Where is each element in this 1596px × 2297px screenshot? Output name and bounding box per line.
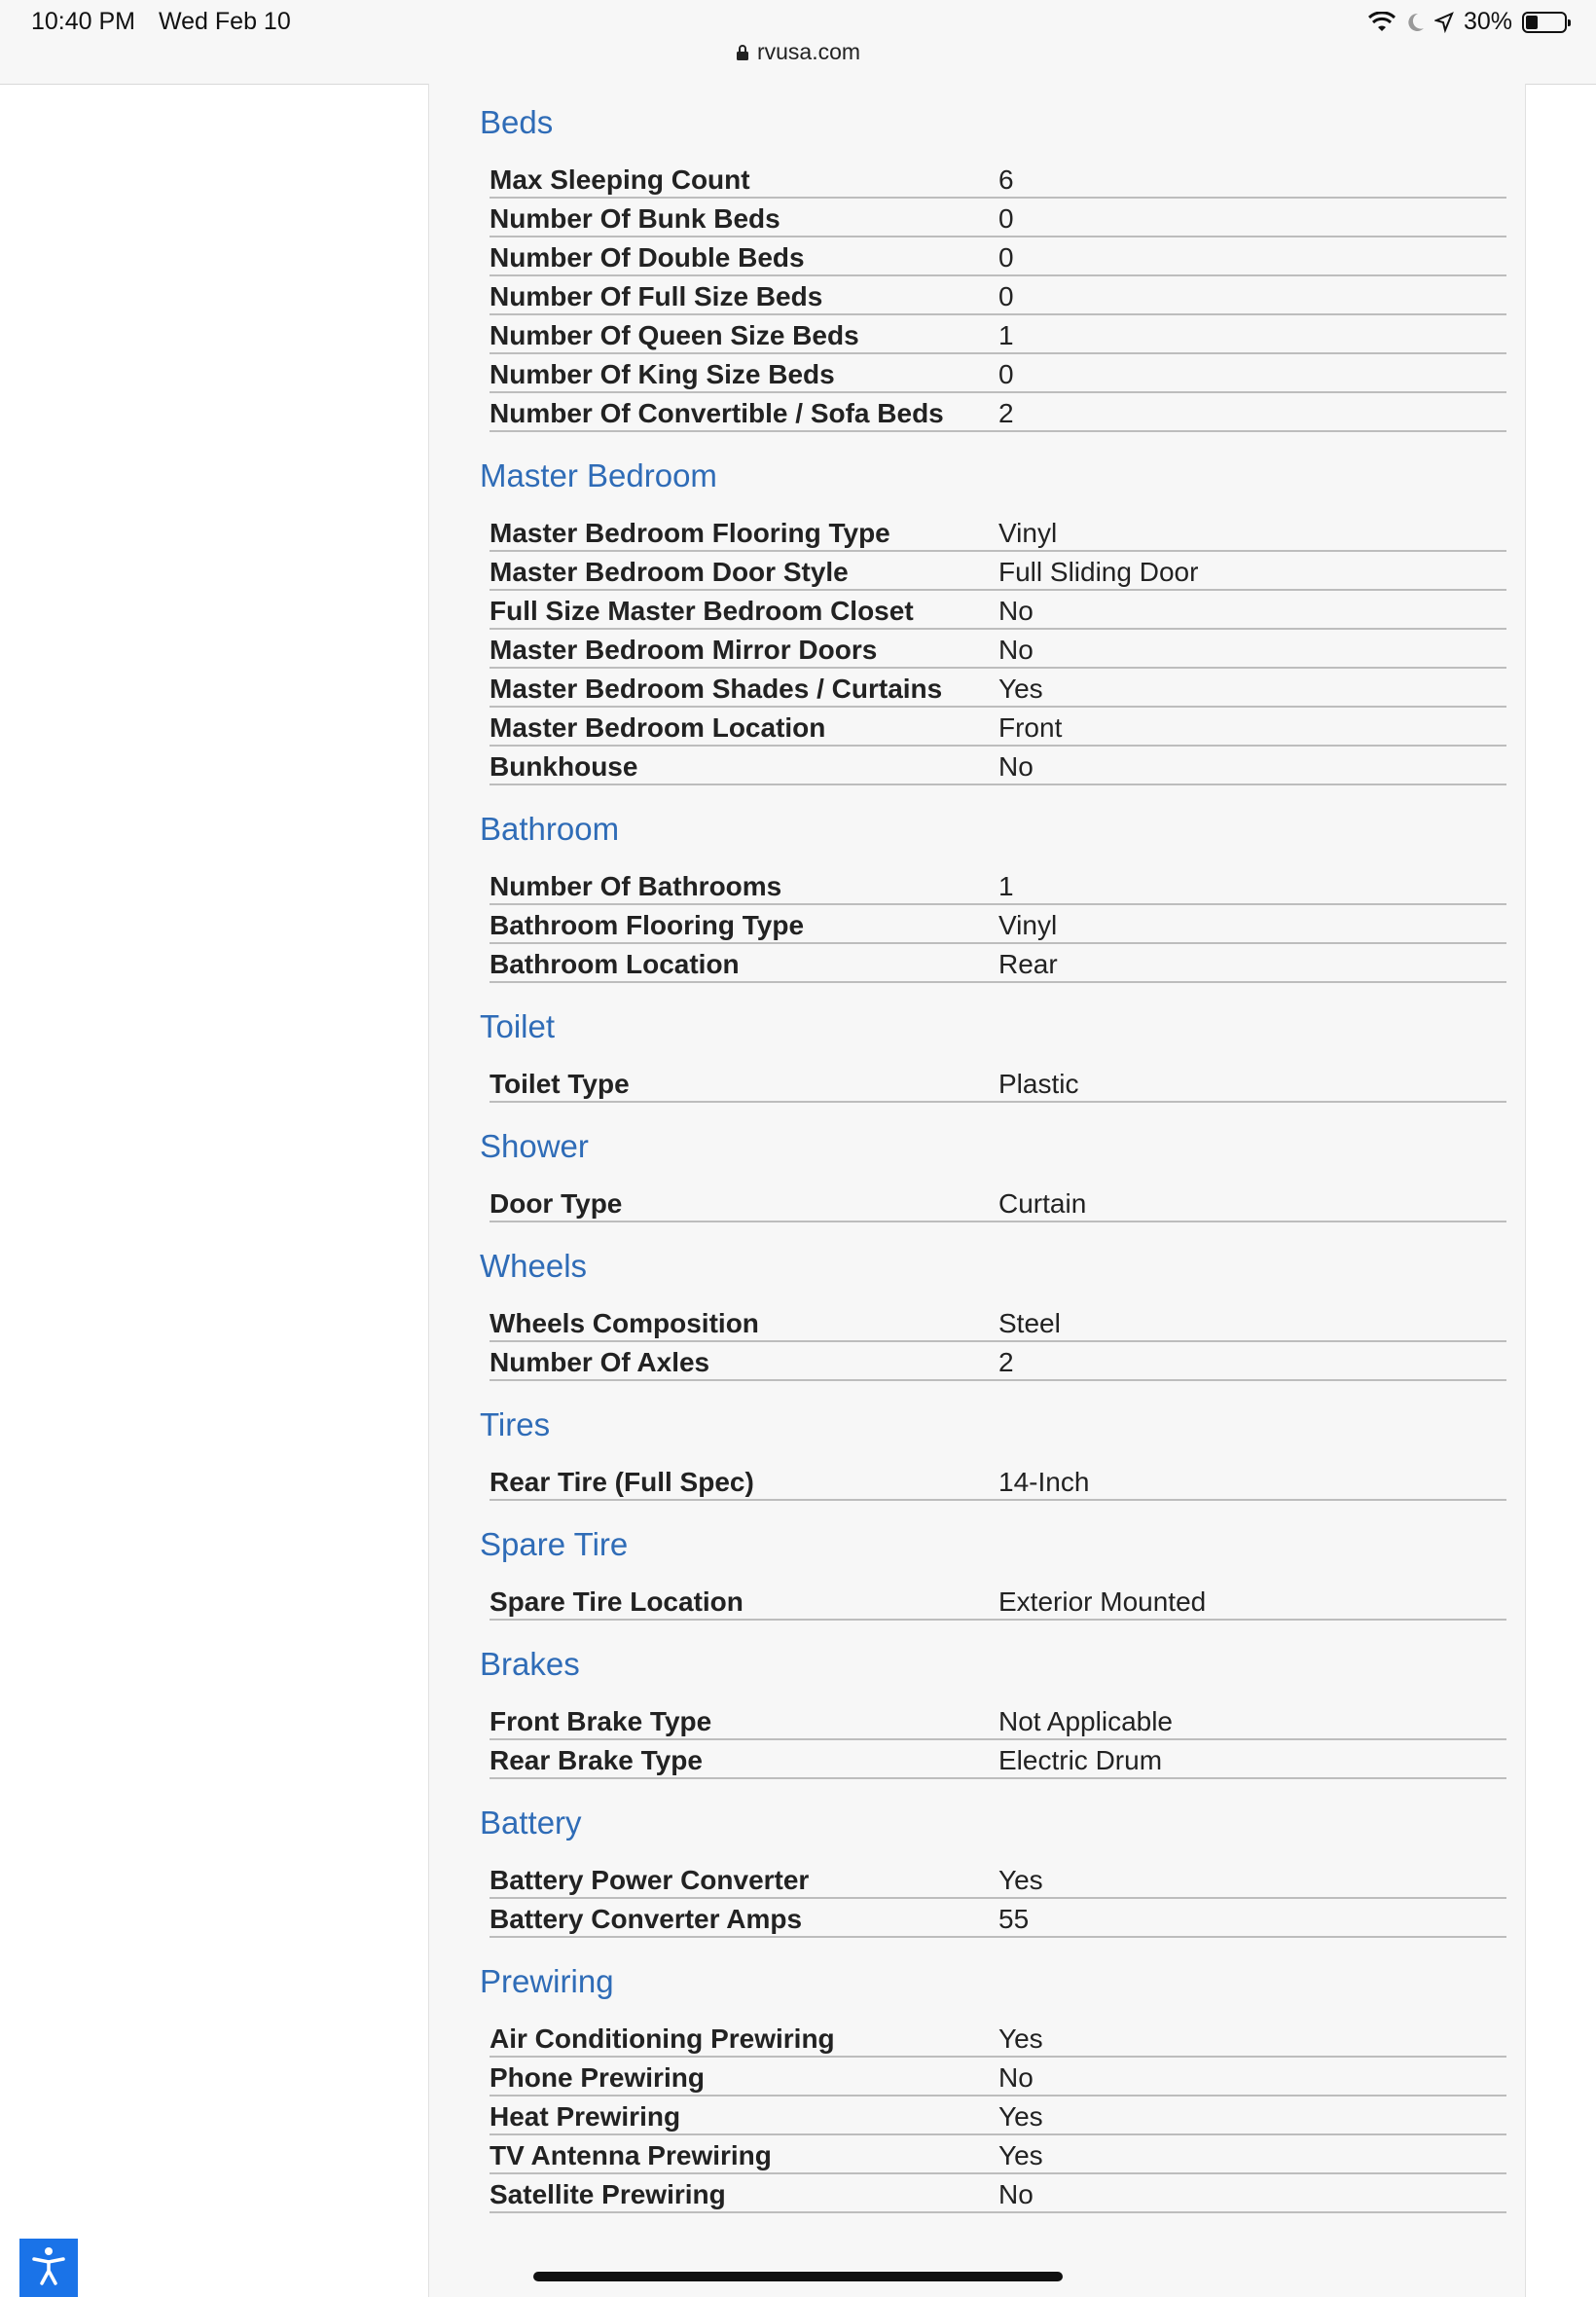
spec-label: Bathroom Flooring Type <box>490 910 805 940</box>
spec-value: 0 <box>998 203 1014 234</box>
spec-table <box>490 160 1506 432</box>
url-text: rvusa.com <box>756 39 861 64</box>
spec-value: Yes <box>998 2101 1043 2132</box>
spec-label: Phone Prewiring <box>490 2062 705 2093</box>
spec-table <box>490 1582 1506 1621</box>
spec-section <box>480 1245 1505 1381</box>
spec-value: No <box>998 596 1034 626</box>
section-title: Wheels <box>480 1248 588 1284</box>
spec-table <box>490 866 1506 983</box>
section-title: Brakes <box>480 1646 580 1682</box>
spec-sections <box>480 101 1505 2236</box>
spec-label: Satellite Prewiring <box>490 2179 726 2209</box>
spec-value: 55 <box>998 1904 1030 1934</box>
spec-row <box>490 591 1506 630</box>
section-title: Battery <box>480 1805 582 1841</box>
spec-label: Door Type <box>490 1188 623 1219</box>
home-indicator <box>533 2272 1063 2281</box>
spec-label: Full Size Master Bedroom Closet <box>490 596 914 626</box>
spec-row <box>490 354 1506 393</box>
spec-row <box>490 747 1506 785</box>
spec-row <box>490 1184 1506 1222</box>
spec-row <box>490 1740 1506 1779</box>
spec-row <box>490 2096 1506 2135</box>
spec-value: Curtain <box>998 1188 1087 1219</box>
spec-value: 0 <box>998 281 1014 311</box>
spec-row <box>490 2135 1506 2174</box>
spec-label: Master Bedroom Shades / Curtains <box>490 674 943 704</box>
spec-value: 14-Inch <box>998 1467 1090 1497</box>
spec-label: Front Brake Type <box>490 1706 712 1736</box>
spec-row <box>490 276 1506 315</box>
spec-label: Heat Prewiring <box>490 2101 681 2132</box>
status-bar <box>0 0 1596 85</box>
spec-label: Master Bedroom Location <box>490 712 826 743</box>
spec-section <box>480 1125 1505 1222</box>
moon-icon <box>1405 12 1425 33</box>
spec-value: Yes <box>998 674 1043 704</box>
spec-row <box>490 1899 1506 1938</box>
address-bar[interactable] <box>0 39 1596 67</box>
spec-label: Master Bedroom Mirror Doors <box>490 635 878 665</box>
spec-label: Rear Tire (Full Spec) <box>490 1467 754 1497</box>
spec-label: Master Bedroom Door Style <box>490 557 849 587</box>
spec-value: 1 <box>998 871 1014 901</box>
section-title: Prewiring <box>480 1963 614 1999</box>
spec-value: 0 <box>998 359 1014 389</box>
spec-row <box>490 160 1506 199</box>
battery-icon <box>1522 12 1567 33</box>
spec-table <box>490 1184 1506 1222</box>
spec-section <box>480 1523 1505 1621</box>
section-title: Spare Tire <box>480 1526 629 1562</box>
spec-label: Number Of Double Beds <box>490 242 805 273</box>
spec-row <box>490 2058 1506 2096</box>
section-title: Shower <box>480 1128 589 1164</box>
spec-value: 2 <box>998 1347 1014 1377</box>
spec-row <box>490 2019 1506 2058</box>
spec-value: Exterior Mounted <box>998 1586 1207 1617</box>
spec-row <box>490 866 1506 905</box>
spec-label: Number Of King Size Beds <box>490 359 835 389</box>
spec-label: Bathroom Location <box>490 949 740 979</box>
spec-row <box>490 315 1506 354</box>
status-time: 10:40 PM <box>31 8 136 35</box>
spec-row <box>490 1342 1506 1381</box>
spec-value: Electric Drum <box>998 1745 1163 1775</box>
spec-label: Number Of Bathrooms <box>490 871 782 901</box>
battery-percent: 30% <box>1463 8 1512 35</box>
spec-value: No <box>998 2179 1034 2209</box>
spec-table <box>490 1303 1506 1381</box>
section-title: Bathroom <box>480 811 620 847</box>
spec-row <box>490 513 1506 552</box>
section-title: Tires <box>480 1406 551 1442</box>
spec-value: 0 <box>998 242 1014 273</box>
spec-row <box>490 944 1506 983</box>
spec-value: Yes <box>998 2140 1043 2170</box>
spec-section <box>480 455 1505 785</box>
spec-section <box>480 1643 1505 1779</box>
spec-label: Number Of Queen Size Beds <box>490 320 859 350</box>
accessibility-icon <box>32 2246 65 2290</box>
spec-row <box>490 199 1506 237</box>
section-title: Beds <box>480 104 554 140</box>
spec-value: 2 <box>998 398 1014 428</box>
spec-section <box>480 1005 1505 1103</box>
spec-table <box>490 1701 1506 1779</box>
spec-row <box>490 237 1506 276</box>
spec-label: Wheels Composition <box>490 1308 759 1338</box>
spec-value: Full Sliding Door <box>998 557 1199 587</box>
section-title: Master Bedroom <box>480 457 717 493</box>
spec-row <box>490 1303 1506 1342</box>
spec-label: Spare Tire Location <box>490 1586 744 1617</box>
spec-value: Not Applicable <box>998 1706 1174 1736</box>
spec-row <box>490 2174 1506 2213</box>
spec-value: Yes <box>998 2024 1043 2054</box>
spec-value: Vinyl <box>998 910 1058 940</box>
spec-value: Yes <box>998 1865 1043 1895</box>
spec-label: Master Bedroom Flooring Type <box>490 518 890 548</box>
spec-section <box>480 1960 1505 2213</box>
spec-row <box>490 708 1506 747</box>
spec-value: Front <box>998 712 1063 743</box>
spec-label: Rear Brake Type <box>490 1745 703 1775</box>
spec-value: Plastic <box>998 1069 1079 1099</box>
spec-row <box>490 552 1506 591</box>
spec-label: Number Of Bunk Beds <box>490 203 780 234</box>
spec-table <box>490 1462 1506 1501</box>
spec-value: No <box>998 2062 1034 2093</box>
spec-label: Air Conditioning Prewiring <box>490 2024 835 2054</box>
status-date: Wed Feb 10 <box>159 8 291 35</box>
spec-row <box>490 630 1506 669</box>
spec-value: 1 <box>998 320 1014 350</box>
wifi-icon <box>1368 12 1396 33</box>
spec-label: Max Sleeping Count <box>490 164 750 195</box>
spec-value: No <box>998 635 1034 665</box>
spec-value: Vinyl <box>998 518 1058 548</box>
spec-section <box>480 101 1505 432</box>
spec-row <box>490 1860 1506 1899</box>
spec-table <box>490 1860 1506 1938</box>
spec-value: No <box>998 751 1034 782</box>
spec-row <box>490 1462 1506 1501</box>
spec-table <box>490 2019 1506 2213</box>
spec-label: Number Of Full Size Beds <box>490 281 823 311</box>
accessibility-button[interactable] <box>19 2239 78 2297</box>
spec-value: Steel <box>998 1308 1061 1338</box>
spec-label: Number Of Axles <box>490 1347 710 1377</box>
spec-row <box>490 1701 1506 1740</box>
spec-table <box>490 513 1506 785</box>
location-arrow-icon <box>1434 12 1454 33</box>
spec-row <box>490 1582 1506 1621</box>
spec-row <box>490 393 1506 432</box>
spec-row <box>490 669 1506 708</box>
spec-value: Rear <box>998 949 1058 979</box>
spec-section <box>480 1802 1505 1938</box>
status-indicators <box>1368 8 1567 36</box>
spec-value: 6 <box>998 164 1014 195</box>
spec-section <box>480 1404 1505 1501</box>
spec-label: Toilet Type <box>490 1069 630 1099</box>
section-title: Toilet <box>480 1008 556 1044</box>
spec-section <box>480 808 1505 983</box>
spec-row <box>490 1064 1506 1103</box>
spec-label: Bunkhouse <box>490 751 638 782</box>
spec-panel <box>428 84 1526 2297</box>
spec-table <box>490 1064 1506 1103</box>
spec-label: Number Of Convertible / Sofa Beds <box>490 398 944 428</box>
lock-icon <box>736 41 749 67</box>
spec-label: Battery Converter Amps <box>490 1904 803 1934</box>
spec-label: TV Antenna Prewiring <box>490 2140 772 2170</box>
spec-row <box>490 905 1506 944</box>
spec-label: Battery Power Converter <box>490 1865 810 1895</box>
